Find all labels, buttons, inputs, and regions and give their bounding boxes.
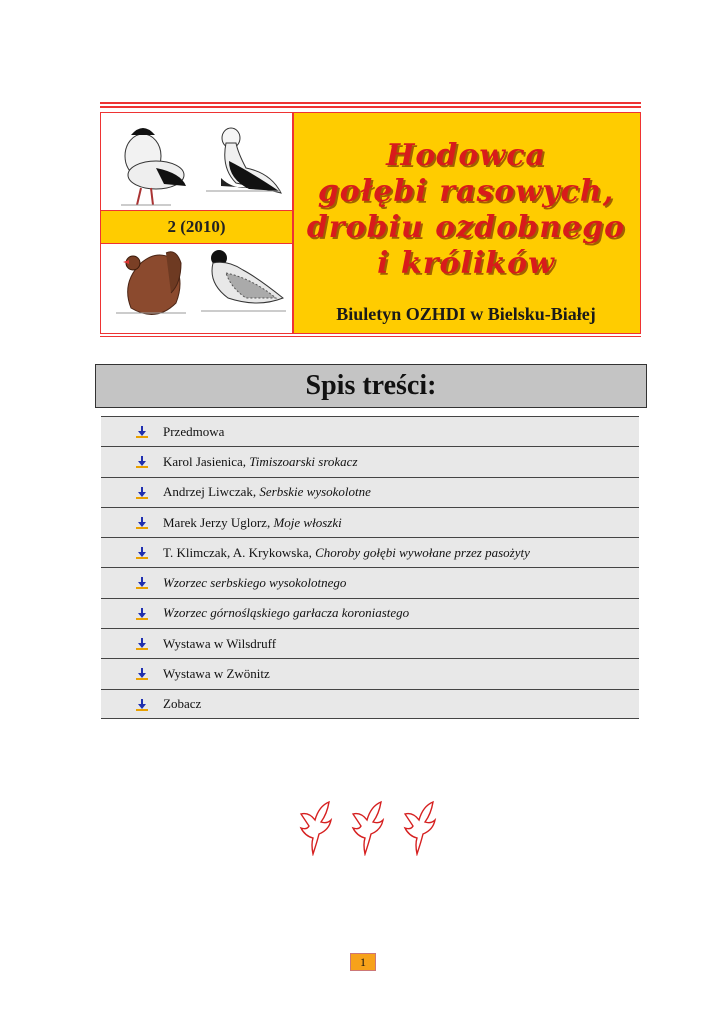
toc-author: Zobacz (163, 695, 202, 711)
toc-author: Karol Jasienica, (163, 453, 250, 469)
toc-item[interactable] (101, 658, 639, 688)
toc-title: Wzorzec górnośląskiego garłacza koroniastego (163, 605, 410, 621)
toc-item[interactable] (101, 477, 639, 507)
arrow-down-icon (136, 577, 148, 589)
toc-item[interactable] (101, 598, 639, 628)
toc-list (101, 416, 639, 719)
bulletin-title (296, 138, 636, 282)
arrow-down-icon (136, 608, 148, 620)
pigeon-1-image (121, 128, 186, 205)
toc-heading: Spis treści: (95, 364, 647, 408)
toc-author: Marek Jerzy Uglorz, (163, 514, 274, 530)
toc-author: Andrzej Liwczak, (163, 484, 260, 500)
dove-ornament (296, 800, 446, 856)
dove-icon (353, 802, 383, 854)
fowl-image (116, 252, 186, 315)
title-line: i królików (377, 246, 555, 281)
arrow-down-icon (136, 456, 148, 468)
dove-icon (301, 802, 331, 854)
toc-title: Choroby gołębi wywołane przez pasożyty (315, 544, 530, 560)
toc-author: T. Klimczak, A. Krykowska, (163, 544, 316, 560)
header-bottom-rule (100, 336, 641, 337)
title-line: drobiu ozdobnego (306, 210, 626, 245)
arrow-down-icon (136, 487, 148, 499)
top-rule-2 (100, 106, 641, 108)
toc-title: Timiszoarski srokacz (249, 453, 358, 469)
arrow-down-icon (136, 668, 148, 680)
issue-number: 2 (2010) (101, 210, 292, 244)
arrow-down-icon (136, 638, 148, 650)
pigeon-3-image (201, 250, 286, 311)
toc-item[interactable] (101, 416, 639, 446)
toc-author: Wystawa w Wilsdruff (163, 635, 277, 651)
toc-item[interactable] (101, 628, 639, 658)
toc-item[interactable] (101, 567, 639, 597)
arrow-down-icon (136, 426, 148, 438)
toc-title: Serbskie wysokolotne (259, 484, 371, 500)
arrow-down-icon (136, 517, 148, 529)
dove-icon (405, 802, 435, 854)
title-line: gołębi rasowych, (317, 174, 615, 209)
arrow-down-icon (136, 699, 148, 711)
pigeon-2-image (206, 128, 281, 193)
arrow-down-icon (136, 547, 148, 559)
toc-item[interactable] (101, 446, 639, 476)
title-line: Hodowca (386, 138, 546, 173)
toc-item[interactable] (101, 507, 639, 537)
toc-title: Moje włoszki (273, 514, 342, 530)
toc-item[interactable] (101, 537, 639, 567)
bulletin-subtitle: Biuletyn OZHDI w Bielsku-Białej (336, 304, 596, 324)
toc-item[interactable] (101, 689, 639, 719)
page-number: 1 (350, 953, 376, 971)
top-rule (100, 102, 641, 104)
toc-title: Wzorzec serbskiego wysokolotnego (163, 575, 347, 591)
toc-author: Wystawa w Zwönitz (163, 666, 270, 682)
toc-author: Przedmowa (163, 423, 225, 439)
